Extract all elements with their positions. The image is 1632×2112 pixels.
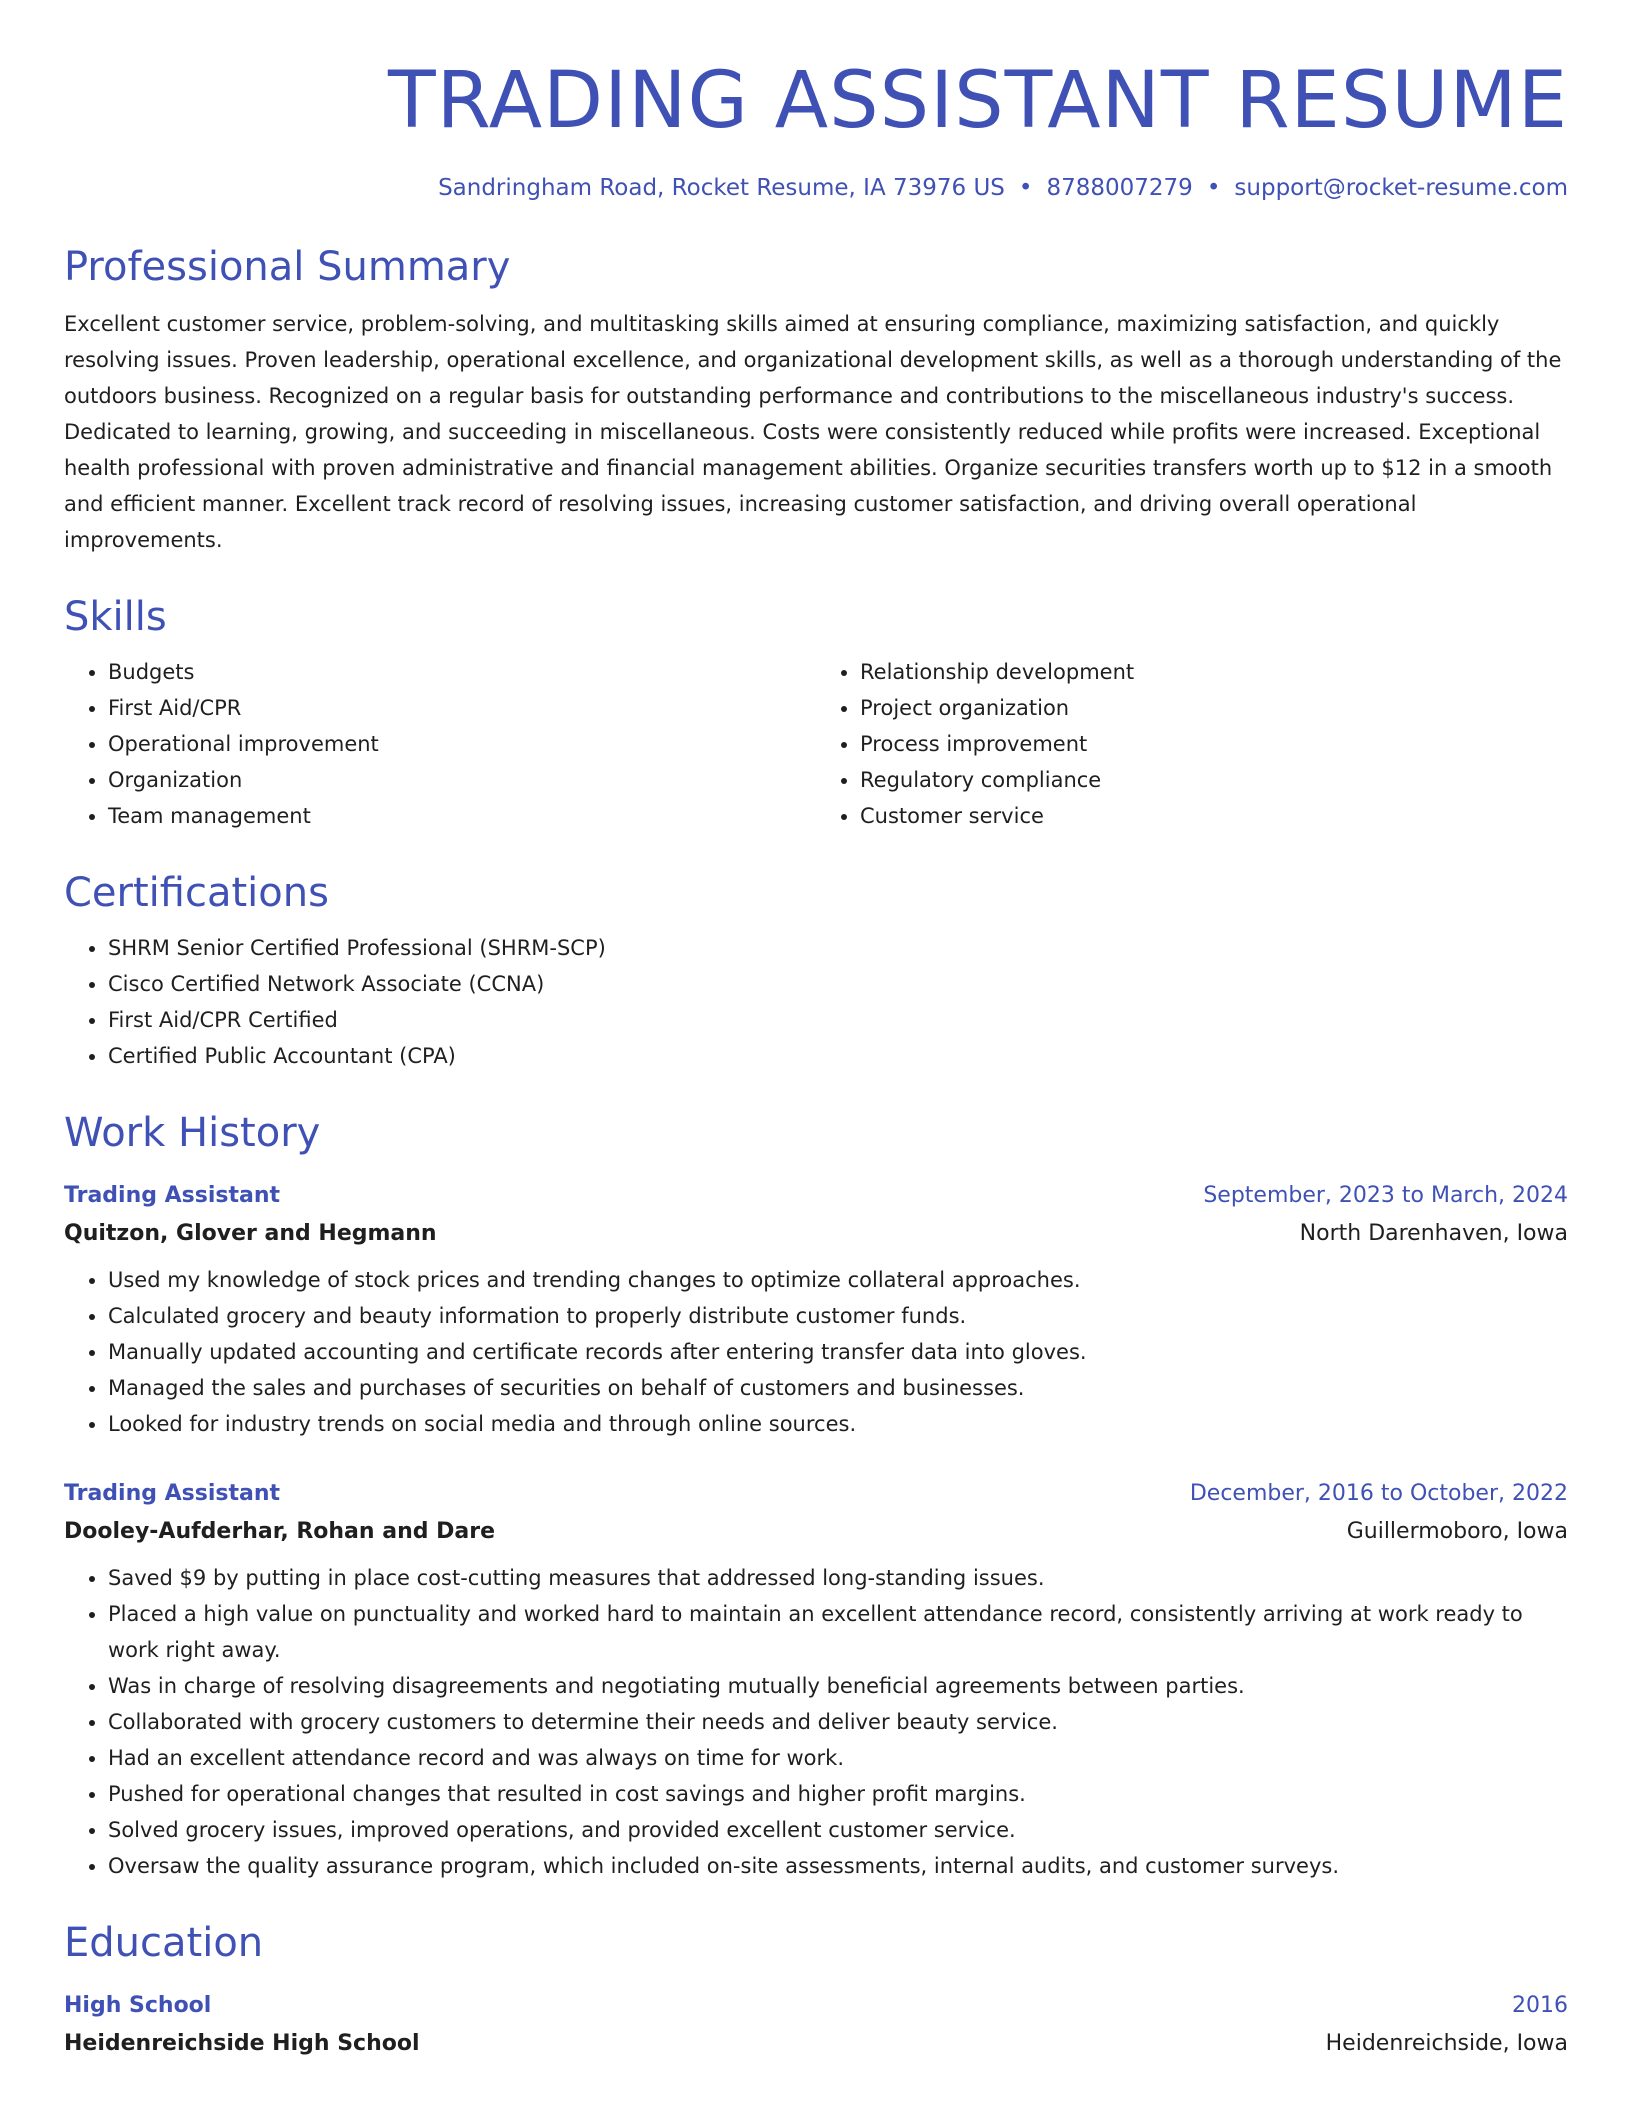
job-dates: December, 2016 to October, 2022	[1189, 1481, 1568, 1506]
education-entry	[64, 1988, 1568, 2064]
contact-separator: •	[1018, 175, 1033, 201]
skill-item: • Project organization	[860, 690, 1568, 726]
contact-separator: •	[1206, 175, 1221, 201]
contact-email: support@rocket-resume.com	[1234, 175, 1568, 201]
job-bullet: • Had an excellent attendance record and was always on time for work.	[108, 1740, 1568, 1776]
certification-item: • Cisco Certified Network Associate (CCNA)	[108, 966, 1568, 1002]
job-bullet: • Calculated grocery and beauty information to properly distribute customer funds.	[108, 1298, 1568, 1334]
work-history-section	[64, 1108, 1568, 1884]
skill-item: • Budgets	[108, 654, 816, 690]
job-bullet: • Placed a high value on punctuality and worked hard to maintain an excellent attendance record, consistently arriving at work ready to work right away.	[108, 1596, 1568, 1668]
job-bullet: • Collaborated with grocery customers to determine their needs and deliver beauty service.	[108, 1704, 1568, 1740]
job-location: North Darenhaven, Iowa	[1299, 1221, 1568, 1246]
skill-item: • Customer service	[860, 798, 1568, 834]
job-bullet: • Managed the sales and purchases of securities on behalf of customers and businesses.	[108, 1370, 1568, 1406]
job-entry	[64, 1476, 1568, 1884]
skills-list-left	[64, 654, 816, 834]
section-heading-summary: Professional Summary	[64, 244, 511, 290]
job-header-row	[64, 1476, 1568, 1512]
job-company: Quitzon, Glover and Hegmann	[64, 1221, 437, 1246]
skill-item: • Team management	[108, 798, 816, 834]
job-bullet: • Saved $9 by putting in place cost-cutting measures that addressed long-standing issues.	[108, 1560, 1568, 1596]
certification-item: • SHRM Senior Certified Professional (SHRM-SCP)	[108, 930, 1568, 966]
job-header-row	[64, 1178, 1568, 1214]
certification-item: • Certified Public Accountant (CPA)	[108, 1038, 1568, 1074]
skills-section	[64, 592, 1568, 834]
job-entry	[64, 1178, 1568, 1442]
skill-item: • Operational improvement	[108, 726, 816, 762]
job-bullets	[64, 1262, 1568, 1442]
job-bullet: • Manually updated accounting and certificate records after entering transfer data into gloves.	[108, 1334, 1568, 1370]
education-section	[64, 1918, 1568, 2064]
contact-phone: 8788007279	[1046, 175, 1193, 201]
summary-section	[64, 242, 1568, 558]
job-title: Trading Assistant	[64, 1183, 281, 1208]
skill-item: • Organization	[108, 762, 816, 798]
skill-item: • Regulatory compliance	[860, 762, 1568, 798]
education-school: Heidenreichside High School	[64, 2031, 420, 2056]
skill-item: • Process improvement	[860, 726, 1568, 762]
job-company: Dooley-Aufderhar, Rohan and Dare	[64, 1519, 496, 1544]
section-heading-certifications: Certifications	[64, 870, 329, 916]
job-bullets	[64, 1560, 1568, 1884]
certification-item: • First Aid/CPR Certified	[108, 1002, 1568, 1038]
resume-title: TRADING ASSISTANT RESUME	[388, 56, 1568, 146]
job-bullet: • Was in charge of resolving disagreements and negotiating mutually beneficial agreements between parties.	[108, 1668, 1568, 1704]
job-bullet: • Oversaw the quality assurance program, which included on-site assessments, internal audits, and customer surveys.	[108, 1848, 1568, 1884]
contact-address: Sandringham Road, Rocket Resume, IA 73976 US	[438, 175, 1005, 201]
job-bullet: • Used my knowledge of stock prices and trending changes to optimize collateral approaches.	[108, 1262, 1568, 1298]
contact-line	[64, 172, 1568, 204]
job-company-row	[64, 1512, 1568, 1552]
education-header-row	[64, 1988, 1568, 2024]
summary-text: Excellent customer service, problem-solving, and multitasking skills aimed at ensuring compliance, maximizing satisfaction, and quickly resolving issues. Proven leadership, operational excellence, and organizational development skills, as well as a thorough understanding of the outdoors business. Recognized on a regular basis for outstanding performance and contributions to the miscellaneous industry's success. Dedicated to learning, growing, and succeeding in miscellaneous. Costs were consistently reduced while profits were increased. Exceptional health professional with proven administrative and financial management abilities. Organize securities transfers worth up to $12 in a smooth and efficient manner. Excellent track record of resolving issues, increasing customer satisfaction, and driving overall operational improvements.	[64, 312, 1562, 552]
section-heading-work-history: Work History	[64, 1110, 321, 1156]
skills-grid	[64, 654, 1568, 834]
job-bullet: • Pushed for operational changes that resulted in cost savings and higher profit margins.	[108, 1776, 1568, 1812]
job-title: Trading Assistant	[64, 1481, 281, 1506]
job-bullet: • Solved grocery issues, improved operations, and provided excellent customer service.	[108, 1812, 1568, 1848]
job-dates: September, 2023 to March, 2024	[1203, 1183, 1568, 1208]
job-company-row	[64, 1214, 1568, 1254]
skill-item: • Relationship development	[860, 654, 1568, 690]
job-bullet: • Looked for industry trends on social media and through online sources.	[108, 1406, 1568, 1442]
job-location: Guillermoboro, Iowa	[1346, 1519, 1568, 1544]
certifications-section	[64, 868, 1568, 1074]
section-heading-education: Education	[64, 1920, 264, 1966]
education-location: Heidenreichside, Iowa	[1325, 2031, 1568, 2056]
education-degree: High School	[64, 1993, 212, 2018]
education-year: 2016	[1512, 1993, 1568, 2018]
skills-list-right	[816, 654, 1568, 834]
skill-item: • First Aid/CPR	[108, 690, 816, 726]
certifications-list	[64, 930, 1568, 1074]
education-school-row	[64, 2024, 1568, 2064]
section-heading-skills: Skills	[64, 594, 167, 640]
